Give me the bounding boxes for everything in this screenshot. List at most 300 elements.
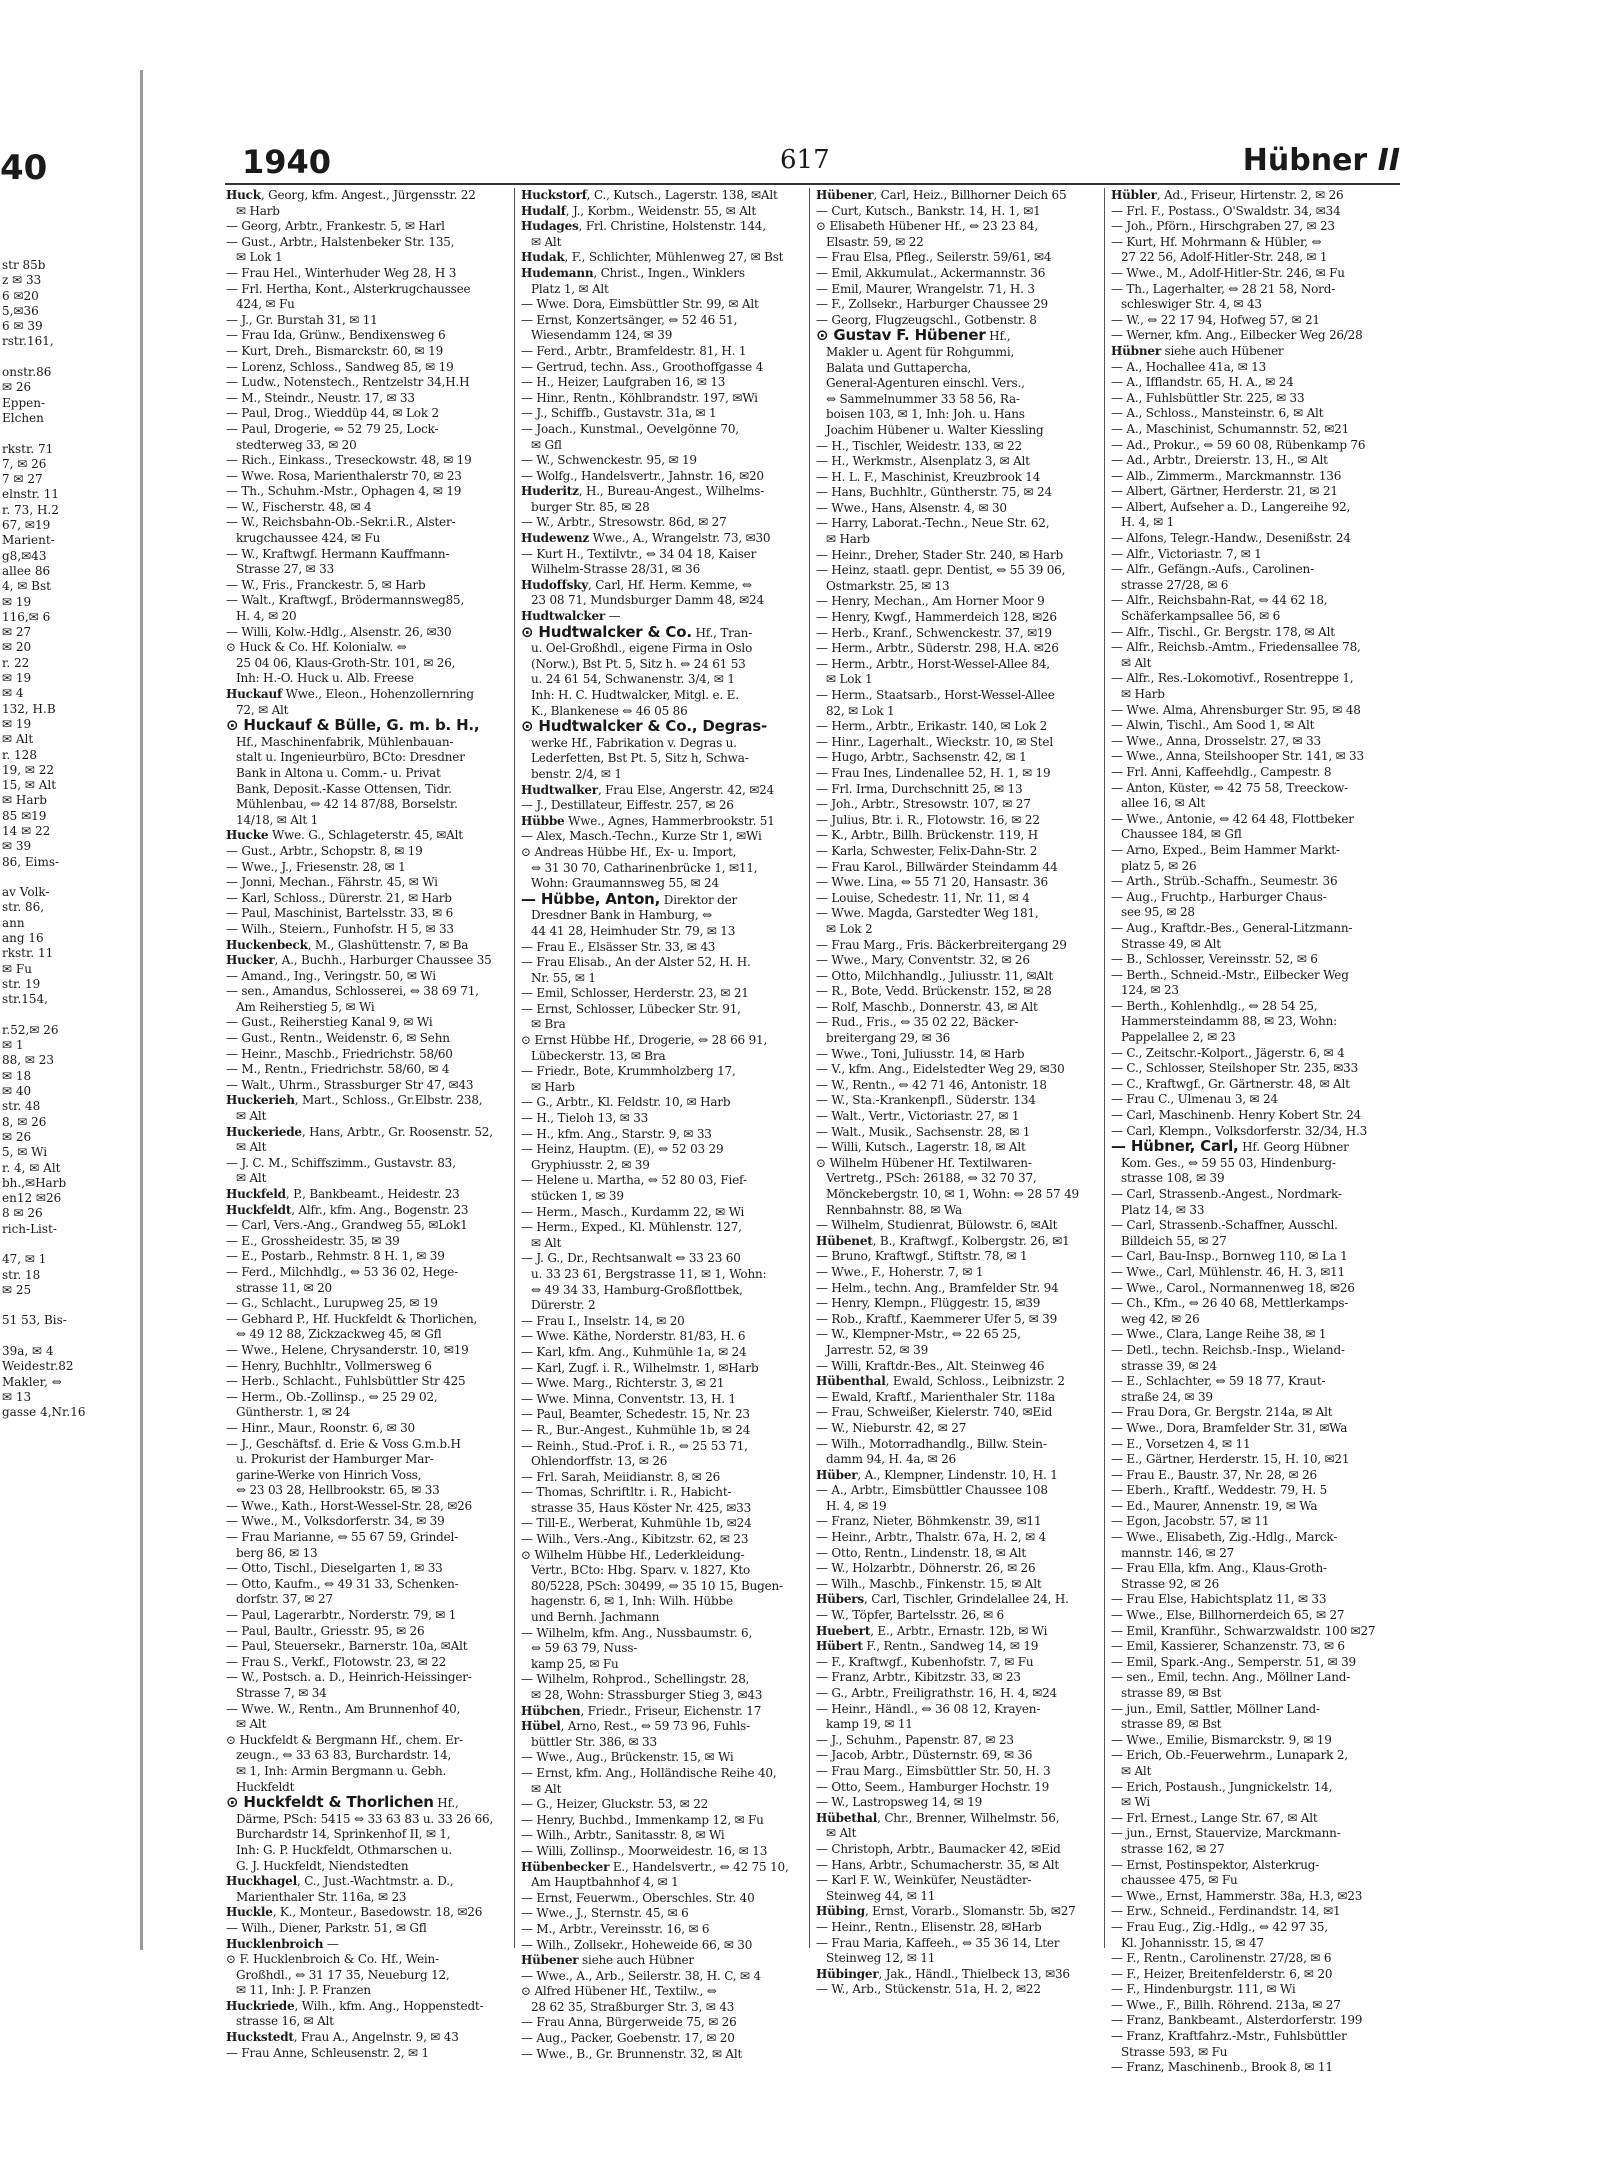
directory-entry: — Heinr., Arbtr., Thalstr. 67a, H. 2, ✉ 4 — [816, 1530, 1047, 1545]
directory-entry: ✉ Wi — [1121, 1795, 1151, 1810]
entry-surname: ⊙ Huckauf & Bülle, G. m. b. H., — [226, 716, 480, 735]
directory-entry: Platz 1, ✉ Alt — [531, 281, 609, 296]
directory-entry: breitergang 29, ✉ 36 — [826, 1031, 951, 1046]
directory-entry: — W., ⇔ 22 17 94, Hofweg 57, ✉ 21 — [1111, 312, 1320, 327]
entry-surname: — Hübbe, Anton, — [521, 889, 661, 908]
directory-entry: ✉ Alt — [531, 1235, 562, 1250]
directory-entry: ✉ Alt — [1121, 1763, 1152, 1778]
entry-surname: Hucke — [226, 828, 269, 843]
directory-entry: Steinweg 44, ✉ 11 — [826, 1888, 936, 1903]
previous-page-line: onstr.86 — [2, 365, 52, 380]
directory-entry: — F., Heizer, Breitenfelderstr. 6, ✉ 20 — [1111, 1966, 1333, 1981]
directory-entry: — Frau S., Verkf., Flotowstr. 23, ✉ 22 — [226, 1654, 447, 1669]
previous-page-line: 5,✉36 — [2, 303, 39, 318]
directory-entry: — Herm., Arbtr., Süderstr. 298, H.A. ✉26 — [816, 641, 1059, 656]
directory-entry: — W., Holzarbtr., Döhnerstr. 26, ✉ 26 — [816, 1561, 1036, 1576]
directory-entry: Hübbe Wwe., Agnes, Hammerbrookstr. 51 — [521, 813, 775, 828]
directory-entry: kamp 19, ✉ 11 — [826, 1717, 913, 1732]
directory-entry: boisen 103, ✉ 1, Inh: Joh. u. Hans — [826, 407, 1025, 422]
directory-entry: H. 4, ✉ 19 — [826, 1498, 887, 1513]
directory-entry: straße 24, ✉ 39 — [1121, 1389, 1213, 1404]
directory-entry: Huckauf Wwe., Eleon., Hohenzollernring — [226, 687, 474, 701]
directory-entry: Wiesendamm 124, ✉ 39 — [531, 328, 673, 343]
directory-entry: Gryphiusstr. 2, ✉ 39 — [531, 1157, 650, 1172]
directory-entry: — Eberh., Kraftf., Weddestr. 79, H. 5 — [1111, 1483, 1328, 1498]
directory-entry: — A., Maschinist, Schumannstr. 52, ✉21 — [1111, 421, 1350, 436]
directory-entry: ⊙ Ernst Hübbe Hf., Drogerie, ⇔ 28 66 91, — [521, 1033, 768, 1048]
directory-entry: — Karl, kfm. Ang., Kuhmühle 1a, ✉ 24 — [521, 1344, 747, 1359]
directory-entry: — Karla, Schwester, Felix-Dahn-Str. 2 — [816, 843, 1038, 858]
previous-page-line: gasse 4,Nr.16 — [2, 1405, 86, 1420]
directory-entry: — Rich., Einkass., Treseckowstr. 48, ✉ 19 — [226, 453, 472, 468]
directory-entry: strasse 89, ✉ Bst — [1121, 1686, 1222, 1700]
directory-entry: damm 94, H. 4a, ✉ 26 — [826, 1452, 956, 1467]
directory-entry: — Frl. Anni, Kaffeehdlg., Campestr. 8 — [1111, 764, 1332, 779]
directory-entry: — Louise, Schedestr. 11, Nr. 11, ✉ 4 — [816, 890, 1030, 905]
previous-page-line: 88, ✉ 23 — [2, 1053, 55, 1068]
entry-surname: Huckauf — [226, 687, 282, 701]
directory-entry: Huckhagel, C., Just.-Wachtmstr. a. D., — [226, 1874, 454, 1889]
previous-page-line: 7, ✉ 26 — [2, 456, 47, 471]
entry-surname: Hudoffsky — [521, 577, 589, 592]
previous-page-line: r. 128 — [2, 747, 37, 762]
entry-surname: Huderitz — [521, 484, 579, 499]
directory-entry: — Walt., Kraftwgf., Brödermannsweg85, — [226, 593, 465, 608]
entry-surname: Huckenbeck — [226, 937, 308, 952]
directory-entry — [226, 718, 508, 735]
directory-entry: — Otto, Seem., Hamburger Hochstr. 19 — [816, 1779, 1050, 1794]
directory-entry: — Heinz, Hauptm. (E), ⇔ 52 03 29 — [521, 1142, 724, 1157]
directory-entry: — Alfr., Gefängn.-Aufs., Carolinen- — [1111, 562, 1314, 577]
directory-entry: 14/18, ✉ Alt 1 — [236, 812, 319, 827]
directory-entry: — Ewald, Kraftf., Marienthaler Str. 118a — [816, 1389, 1055, 1404]
previous-page-heading: 40 — [0, 148, 48, 188]
directory-entry: — W., Schwenckestr. 95, ✉ 19 — [521, 453, 697, 468]
directory-entry: ✉ Bra — [531, 1017, 566, 1032]
directory-column-3 — [810, 188, 1105, 1997]
directory-entry: General-Agenturen einschl. Vers., — [826, 376, 1025, 391]
directory-entry: ⊙ Gustav F. Hübener Hf., — [816, 326, 1011, 345]
directory-entry: — Ludw., Notenstech., Rentzelstr 34,H.H — [226, 375, 470, 390]
directory-entry: — W., Reichsbahn-Ob.-Sekr.i.R., Alster- — [226, 515, 456, 530]
previous-page-line: allee 86 — [2, 563, 51, 578]
directory-entry: — Ad., Arbtr., Dreierstr. 13, H., ✉ Alt — [1111, 453, 1328, 468]
directory-entry: — Franz, Kraftfahrz.-Mstr., Fuhlsbüttler — [1111, 2029, 1347, 2044]
directory-entry: — Carl, Strassenb.-Schaffner, Ausschl. — [1111, 1218, 1338, 1233]
directory-entry: — Herm., Masch., Kurdamm 22, ✉ Wi — [521, 1204, 745, 1219]
directory-entry: und Bernh. Jachmann — [531, 1610, 660, 1625]
directory-entry: Strasse 7, ✉ 34 — [236, 1686, 327, 1700]
directory-entry: Hudtwalker, Frau Else, Angerstr. 42, ✉24 — [521, 782, 774, 797]
entry-surname: ⊙ Hudtwalcker & Co. — [521, 622, 692, 641]
directory-entry: — W., Kraftwgf. Hermann Kauffmann- — [226, 546, 450, 561]
entry-surname: Huck — [226, 188, 261, 202]
directory-entry: Großhdl., ⇔ 31 17 35, Neueburg 12, — [236, 1967, 450, 1982]
directory-entry: — R., Bote, Vedd. Brückenstr. 152, ✉ 28 — [816, 984, 1052, 999]
directory-entry: — Paul, Steuersekr., Barnerstr. 10a, ✉Alt — [226, 1639, 468, 1654]
entry-surname: Hübener — [816, 188, 874, 202]
directory-entry: Chaussee 184, ✉ Gfl — [1121, 827, 1242, 842]
directory-entry: — A., Schloss., Mansteinstr. 6, ✉ Alt — [1111, 406, 1324, 421]
directory-entry: — Otto, Milchhandlg., Juliusstr. 11, ✉Alt — [816, 968, 1054, 983]
directory-entry: Hucker, A., Buchh., Harburger Chaussee 35 — [226, 953, 492, 968]
directory-entry: — sen., Amandus, Schlosserei, ⇔ 38 69 71, — [226, 984, 479, 999]
directory-entry: u. 24 61 54, Schwanenstr. 3/4, ✉ 1 — [531, 672, 735, 687]
directory-entry: — Wwe., Ernst, Hammerstr. 38a, H.3, ✉23 — [1111, 1888, 1363, 1903]
directory-entry: — Helm., techn. Ang., Bramfelder Str. 94 — [816, 1280, 1059, 1295]
directory-entry: strasse 39, ✉ 24 — [1121, 1358, 1217, 1373]
directory-entry: — Karl, Zugf. i. R., Wilhelmstr. 1, ✉Harb — [521, 1360, 759, 1375]
directory-entry: Lübeckerstr. 13, ✉ Bra — [531, 1048, 666, 1063]
directory-entry: ✉ Harb — [236, 203, 280, 218]
directory-entry: — Rob., Kraftf., Kaemmerer Ufer 5, ✉ 39 — [816, 1311, 1058, 1326]
directory-entry: — Paul, Baultr., Griesstr. 95, ✉ 26 — [226, 1623, 425, 1638]
directory-entry: — Herm., Ob.-Zollinsp., ⇔ 25 29 02, — [226, 1389, 438, 1404]
directory-entry: — Rud., Fris., ⇔ 35 02 22, Bäcker- — [816, 1015, 1019, 1030]
directory-entry: — Harry, Laborat.-Techn., Neue Str. 62, — [816, 516, 1050, 531]
directory-entry: — Carl, Strassenb.-Angest., Nordmark- — [1111, 1187, 1342, 1201]
entry-surname: Hübner — [1111, 343, 1161, 358]
directory-entry: — Georg, Flugzeugschl., Gotbenstr. 8 — [816, 312, 1037, 327]
directory-entry: — Herm., Arbtr., Horst-Wessel-Allee 84, — [816, 656, 1050, 671]
directory-entry: — Frau, Schweißer, Kielerstr. 740, ✉Eid — [816, 1405, 1053, 1420]
previous-page-line: 14 ✉ 22 — [2, 823, 51, 838]
directory-entry: — H., Werkmstr., Alsenplatz 3, ✉ Alt — [816, 454, 1030, 469]
directory-entry: Marienthaler Str. 116a, ✉ 23 — [236, 1889, 407, 1904]
keyword-suffix: II — [1377, 143, 1400, 178]
previous-page-line — [2, 350, 138, 365]
directory-entry: — J., Schuhm., Papenstr. 87, ✉ 23 — [816, 1732, 1014, 1747]
directory-entry: — Frau Marg., Eimsbüttler Str. 50, H. 3 — [816, 1763, 1051, 1778]
directory-entry: — Wwe., Kath., Horst-Wessel-Str. 28, ✉26 — [226, 1498, 472, 1513]
directory-entry: — Franz, Bankbeamt., Alsterdorferstr. 199 — [1111, 2013, 1363, 2028]
previous-page-line: 7 ✉ 27 — [2, 472, 43, 487]
directory-entry: — Frau E., Baustr. 37, Nr. 28, ✉ 26 — [1111, 1467, 1317, 1482]
directory-entry: — Herm., Exped., Kl. Mühlenstr. 127, — [521, 1220, 742, 1235]
previous-page-line: 19, ✉ 22 — [2, 762, 55, 777]
previous-page-line: elnstr. 11 — [2, 487, 59, 502]
directory-entry: 424, ✉ Fu — [236, 297, 295, 312]
directory-entry: — E., Schlachter, ⇔ 59 18 77, Kraut- — [1111, 1374, 1326, 1389]
previous-page-line — [2, 426, 138, 441]
directory-entry: Hübener siehe auch Hübner — [521, 1953, 694, 1968]
directory-entry: — Ferd., Arbtr., Bramfeldestr. 81, H. 1 — [521, 343, 747, 358]
directory-entry: — Ch., Kfm., ⇔ 26 40 68, Mettlerkamps- — [1111, 1296, 1349, 1311]
directory-entry: — Emil, Kranführ., Schwarzwaldstr. 100 ✉27 — [1111, 1623, 1376, 1638]
directory-entry: — Wwe., Hans, Alsenstr. 4, ✉ 30 — [816, 500, 1007, 515]
entry-surname: Hübchen — [521, 1703, 581, 1718]
directory-entry: — M., Steindr., Neustr. 17, ✉ 33 — [226, 390, 415, 405]
directory-entry: — Hans, Arbtr., Schumacherstr. 35, ✉ Alt — [816, 1857, 1060, 1872]
directory-entry: — Walt., Vertr., Victoriastr. 27, ✉ 1 — [816, 1109, 1020, 1124]
directory-entry: 82, ✉ Lok 1 — [826, 703, 895, 718]
directory-entry: — Friedr., Bote, Krummholzberg 17, — [521, 1064, 736, 1079]
directory-entry: — Wwe., Antonie, ⇔ 42 64 48, Flottbeker — [1111, 811, 1354, 826]
directory-entry: — Thomas, Schriftltr. i. R., Habicht- — [521, 1485, 732, 1500]
directory-entry: — Wwe. W., Rentn., Am Brunnenhof 40, — [226, 1701, 461, 1716]
directory-entry: Makler u. Agent für Rohgummi, — [826, 344, 1015, 359]
directory-entry: — W., Postsch. a. D., Heinrich-Heissinger- — [226, 1670, 472, 1685]
entry-surname: Huckstedt — [226, 2030, 294, 2045]
previous-page-line: Makler, ⇔ — [2, 1374, 62, 1389]
directory-entry: — C., Schlosser, Steilshoper Str. 235, ✉33 — [1111, 1061, 1359, 1076]
directory-entry: — Willi, Kutsch., Lagerstr. 18, ✉ Alt — [816, 1140, 1026, 1155]
previous-page-line — [2, 1008, 138, 1023]
previous-page-line: ang 16 — [2, 931, 44, 946]
directory-entry: stedterweg 33, ✉ 20 — [236, 437, 357, 452]
directory-entry: Pappelallee 2, ✉ 23 — [1121, 1030, 1236, 1045]
directory-entry: — K., Arbtr., Billh. Brückenstr. 119, H — [816, 828, 1039, 843]
directory-entry: — W., Arbtr., Stresowstr. 86d, ✉ 27 — [521, 515, 727, 530]
directory-entry: ⇔ 49 34 33, Hamburg-Großflottbek, — [531, 1282, 743, 1297]
directory-entry: mannstr. 146, ✉ 27 — [1121, 1545, 1235, 1560]
entry-surname: Huckstorf — [521, 188, 587, 202]
directory-entry: — Frau Karol., Billwärder Steindamm 44 — [816, 859, 1058, 874]
directory-entry: — Heinr., Rentn., Elisenstr. 28, ✉Harb — [816, 1919, 1042, 1934]
previous-page-line: ✉ 26 — [2, 1129, 32, 1144]
directory-entry: ✉ Alt — [236, 1717, 267, 1732]
directory-entry: allee 16, ✉ Alt — [1121, 796, 1205, 811]
directory-entry: Huckstorf, C., Kutsch., Lagerstr. 138, ✉Alt — [521, 188, 778, 202]
directory-entry: Hf., Maschinenfabrik, Mühlenbauan- — [236, 734, 454, 749]
directory-entry: — Carl, Maschinenb. Henry Kobert Str. 24 — [1111, 1108, 1362, 1123]
directory-entry: — Walt., Uhrm., Strassburger Str 47, ✉43 — [226, 1077, 474, 1092]
directory-entry: — Gertrud, techn. Ass., Groothoffgasse 4 — [521, 359, 764, 374]
directory-entry: — H., kfm. Ang., Starstr. 9, ✉ 33 — [521, 1126, 712, 1141]
directory-entry: — Willi, Kraftdr.-Bes., Alt. Steinweg 46 — [816, 1358, 1045, 1373]
directory-entry: stücken 1, ✉ 39 — [531, 1189, 624, 1203]
directory-entry: — Emil, Akkumulat., Ackermannstr. 36 — [816, 265, 1046, 280]
directory-entry: — Heinr., Dreher, Stader Str. 240, ✉ Harb — [816, 547, 1064, 562]
directory-entry: — Wwe., Carl, Mühlenstr. 46, H. 3, ✉11 — [1111, 1264, 1345, 1279]
directory-entry: kamp 25, ✉ Fu — [531, 1656, 619, 1671]
directory-entry: Huebert, E., Arbtr., Ernastr. 12b, ✉ Wi — [816, 1623, 1048, 1638]
previous-page-line: 6 ✉20 — [2, 288, 39, 303]
directory-entry: — H., Tieloh 13, ✉ 33 — [521, 1111, 649, 1126]
directory-entry: — E., Grossheidestr. 35, ✉ 39 — [226, 1233, 400, 1248]
directory-entry: 124, ✉ 23 — [1121, 983, 1179, 998]
directory-entry: Inh: G. P. Huckfeldt, Othmarschen u. — [236, 1842, 453, 1857]
directory-entry: — Ferd., Milchhdlg., ⇔ 53 36 02, Hege- — [226, 1264, 458, 1279]
directory-entry: strasse 108, ✉ 39 — [1121, 1171, 1225, 1186]
directory-entry: — Herb., Schlacht., Fuhlsbüttler Str 425 — [226, 1374, 466, 1389]
directory-entry: — Kurt, Hf. Mohrmann & Hübler, ⇔ — [1111, 234, 1322, 249]
directory-entry: — Gebhard P., Hf. Huckfeldt & Thorlichen, — [226, 1311, 478, 1326]
directory-entry: schleswiger Str. 4, ✉ 43 — [1121, 297, 1262, 312]
directory-entry: — Wwe. Alma, Ahrensburger Str. 95, ✉ 48 — [1111, 702, 1361, 717]
directory-entry: — M., Arbtr., Vereinsstr. 16, ✉ 6 — [521, 1921, 710, 1936]
directory-entry: — R., Bur.-Angest., Kuhmühle 1b, ✉ 24 — [521, 1422, 751, 1437]
directory-column-1 — [220, 188, 515, 2060]
directory-entry: — Henry, Klempn., Flüggestr. 15, ✉39 — [816, 1296, 1041, 1311]
entry-surname: Huckriede — [226, 1998, 295, 2013]
previous-page-line: ✉ 40 — [2, 1084, 32, 1099]
directory-entry: hagenstr. 6, ✉ 1, Inh: Wilh. Hübbe — [531, 1594, 733, 1609]
directory-entry: Hudewenz Wwe., A., Wrangelstr. 73, ✉30 — [521, 531, 771, 546]
directory-entry: — Wwe., Mary, Conventstr. 32, ✉ 26 — [816, 953, 1030, 968]
entry-surname: Hübenet — [816, 1233, 873, 1248]
directory-entry: — Emil, Spark.-Ang., Semperstr. 51, ✉ 39 — [1111, 1654, 1356, 1669]
entry-surname: Hübbe — [521, 813, 565, 828]
entry-surname: Hübethal — [816, 1810, 878, 1825]
directory-entry: — E., Vorsetzen 4, ✉ 11 — [1111, 1436, 1251, 1451]
previous-page-line: ✉ 1 — [2, 1038, 24, 1053]
directory-entry: — Alfr., Res.-Lokomotivf., Rosentreppe 1, — [1111, 671, 1354, 686]
directory-entry: — Albert, Gärtner, Herderstr. 21, ✉ 21 — [1111, 484, 1338, 499]
page-keyword — [1243, 143, 1400, 178]
directory-entry: — Emil, Schlosser, Herderstr. 23, ✉ 21 — [521, 986, 749, 1001]
directory-entry: Strasse 593, ✉ Fu — [1121, 2044, 1228, 2059]
directory-entry: — Wilhelm, kfm. Ang., Nussbaumstr. 6, — [521, 1625, 753, 1640]
directory-entry: — Wwe., J., Sternstr. 45, ✉ 6 — [521, 1906, 689, 1921]
previous-page-line: 39a, ✉ 4 — [2, 1344, 54, 1359]
directory-entry: — Walt., Musik., Sachsenstr. 28, ✉ 1 — [816, 1124, 1031, 1139]
directory-entry: Bank in Altona u. Comm.- u. Privat — [236, 765, 441, 780]
directory-entry: Hübenthal, Ewald, Schloss., Leibnizstr. 2 — [816, 1374, 1065, 1389]
directory-entry: Inh: H.-O. Huck u. Alb. Freese — [236, 671, 414, 686]
directory-entry: Hübener, Carl, Heiz., Billhorner Deich 65 — [816, 188, 1067, 202]
directory-entry: weg 42, ✉ 26 — [1121, 1311, 1200, 1326]
directory-entry: strasse 27/28, ✉ 6 — [1121, 577, 1229, 592]
previous-page-line: en12 ✉26 — [2, 1191, 62, 1206]
directory-entry: — A., Fuhlsbüttler Str. 225, ✉ 33 — [1111, 390, 1305, 405]
entry-surname: ⊙ Hudtwalcker & Co., Degras- — [521, 717, 767, 736]
directory-entry: — Frl. Sarah, Meiidianstr. 8, ✉ 26 — [521, 1469, 721, 1484]
previous-page-line: av Volk- — [2, 885, 50, 900]
entry-surname: Huckle — [226, 1905, 273, 1920]
previous-page-line: r.52,✉ 26 — [2, 1022, 59, 1037]
directory-entry: — jun., Ernst, Stauervize, Marckmann- — [1111, 1826, 1341, 1841]
directory-entry: — Wwe. Marg., Richterstr. 3, ✉ 21 — [521, 1376, 725, 1391]
previous-page-line: 15, ✉ Alt — [2, 778, 57, 793]
directory-entry: ✉ Alt — [1121, 655, 1152, 670]
entry-surname: ⊙ Gustav F. Hübener — [816, 326, 986, 345]
directory-entry — [521, 719, 803, 736]
directory-entry: — Alex, Masch.-Techn., Kurze Str 1, ✉Wi — [521, 829, 762, 844]
directory-entry: — B., Schlosser, Vereinsstr. 52, ✉ 6 — [1111, 952, 1318, 967]
previous-page-line: rkstr. 71 — [2, 441, 54, 456]
directory-entry: Hudoffsky, Carl, Hf. Herm. Kemme, ⇔ — [521, 577, 752, 592]
directory-entry: — W., Klempner-Mstr., ⇔ 22 65 25, — [816, 1327, 1021, 1342]
directory-entry: — Berth., Kohlenhdlg., ⇔ 28 54 25, — [1111, 998, 1318, 1013]
directory-entry: Lederfetten, Bst Pt. 5, Sitz h, Schwa- — [531, 751, 749, 766]
directory-entry: ✉ 11, Inh: J. P. Franzen — [236, 1983, 371, 1998]
directory-entry: — E., Postarb., Rehmstr. 8 H. 1, ✉ 39 — [226, 1249, 445, 1264]
directory-entry: Huckeriede, Hans, Arbtr., Gr. Roosenstr. 52, — [226, 1124, 493, 1139]
directory-entry: — Frl. Hertha, Kont., Alsterkrugchaussee — [226, 281, 471, 296]
directory-entry: ⊙ Huckfeldt & Bergmann Hf., chem. Er- — [226, 1732, 464, 1747]
directory-entry: — F., Hindenburgstr. 111, ✉ Wi — [1111, 1982, 1296, 1997]
directory-entry: Huderitz, H., Bureau-Angest., Wilhelms- — [521, 484, 765, 499]
directory-entry: — Ernst, Feuerwm., Oberschles. Str. 40 — [521, 1890, 755, 1905]
directory-entry: — J. G., Dr., Rechtsanwalt ⇔ 33 23 60 — [521, 1251, 741, 1266]
directory-entry: — Erich, Ob.-Feuerwehrm., Lunapark 2, — [1111, 1748, 1348, 1763]
directory-entry: — Frau Maria, Kaffeeh., ⇔ 35 36 14, Lter — [816, 1935, 1060, 1950]
directory-entry: — Carl, Klempn., Volksdorferstr. 32/34, H.3 — [1111, 1123, 1368, 1138]
previous-page-line — [2, 1329, 138, 1344]
page-header — [220, 135, 1400, 185]
directory-entry: 80/5228, PSch: 30499, ⇔ 35 10 15, Bugen- — [531, 1578, 783, 1593]
previous-page-line: 6 ✉ 39 — [2, 319, 43, 334]
entry-surname: Hucklenbroich — [226, 1936, 324, 1951]
directory-entry: Hübing, Ernst, Vorarb., Slomanstr. 5b, ✉27 — [816, 1904, 1076, 1919]
directory-entry: Hüber, A., Klempner, Lindenstr. 10, H. 1 — [816, 1467, 1058, 1482]
previous-page-line: ✉ 19 — [2, 716, 32, 731]
directory-entry: — Otto, Kaufm., ⇔ 49 31 33, Schenken- — [226, 1576, 459, 1591]
directory-entry: — Wwe., F., Billh. Röhrend. 213a, ✉ 27 — [1111, 1997, 1341, 2012]
previous-page-line: g8,✉43 — [2, 548, 47, 563]
directory-entry: ⊙ F. Hucklenbroich & Co. Hf., Wein- — [226, 1952, 439, 1967]
directory-entry: — Henry, Mechan., Am Horner Moor 9 — [816, 594, 1045, 609]
directory-entry: krugchaussee 424, ✉ Fu — [236, 531, 381, 546]
directory-entry: — Hübbe, Anton, Direktor der — [521, 889, 738, 908]
directory-entry: ⇔ 59 63 79, Nuss- — [531, 1641, 638, 1656]
directory-entry: Hübers, Carl, Tischler, Grindelallee 24, H. — [816, 1592, 1069, 1607]
directory-entry: — Otto, Tischl., Dieselgarten 1, ✉ 33 — [226, 1561, 443, 1576]
previous-page-line: 8 ✉ 26 — [2, 1206, 43, 1221]
directory-entry: strasse 162, ✉ 27 — [1121, 1841, 1225, 1856]
previous-page-line: ✉ 20 — [2, 640, 32, 655]
previous-page-line: 67, ✉19 — [2, 518, 51, 533]
directory-entry: G. J. Huckfeldt, Niendstedten — [236, 1858, 409, 1873]
directory-entry: Jarrestr. 52, ✉ 39 — [826, 1342, 929, 1357]
directory-entry: — Th., Schuhm.-Mstr., Ophagen 4, ✉ 19 — [226, 484, 462, 499]
directory-entry: ✉ Lok 1 — [826, 672, 873, 687]
directory-entry: — Kurt, Dreh., Bismarckstr. 60, ✉ 19 — [226, 343, 444, 358]
directory-entry: Platz 14, ✉ 33 — [1121, 1202, 1205, 1217]
previous-page-line: z ✉ 33 — [2, 273, 42, 288]
directory-entry: — Frau C., Ulmenau 3, ✉ 24 — [1111, 1092, 1278, 1107]
previous-page-line: ✉ 25 — [2, 1282, 32, 1297]
directory-entry: stalt u. Ingenieurbüro, BCto: Dresdner — [236, 750, 465, 765]
directory-entry: Hübner siehe auch Hübener — [1111, 343, 1284, 358]
directory-entry: — Wilh., Vers.-Ang., Kibitzstr. 62, ✉ 23 — [521, 1532, 749, 1547]
previous-page-strip — [0, 70, 143, 1950]
directory-entry: — W., Lastropsweg 14, ✉ 19 — [816, 1795, 983, 1810]
previous-page-line: str. 48 — [2, 1099, 41, 1114]
directory-entry: — Emil, Maurer, Wrangelstr. 71, H. 3 — [816, 281, 1035, 296]
directory-entry: — Wwe., Toni, Juliusstr. 14, ✉ Harb — [816, 1046, 1025, 1061]
directory-entry: ✉ Alt — [531, 234, 562, 249]
directory-entry: — Hübner, Carl, Hf. Georg Hübner — [1111, 1137, 1349, 1156]
directory-entry: — C., Kraftwgf., Gr. Gärtnerstr. 48, ✉ Alt — [1111, 1076, 1350, 1091]
directory-entry: Hübethal, Chr., Brenner, Wilhelmstr. 56, — [816, 1810, 1060, 1825]
page-number: 617 — [780, 145, 830, 175]
directory-entry: ⇔ 31 30 70, Catharinenbrücke 1, ✉11, — [531, 860, 758, 875]
directory-entry: — Willi, Kolw.-Hdlg., Alsenstr. 26, ✉30 — [226, 624, 452, 639]
directory-entry: — F., Zollsekr., Harburger Chaussee 29 — [816, 297, 1048, 312]
directory-entry: Huckstedt, Frau A., Angelnstr. 9, ✉ 43 — [226, 2030, 459, 2045]
previous-page-line — [2, 1298, 138, 1313]
directory-entry: Wohn: Graumannsweg 55, ✉ 24 — [531, 876, 719, 891]
directory-entry: — Ernst, Postinspektor, Alsterkrug- — [1111, 1857, 1320, 1872]
directory-entry: Balata und Guttapercha, — [826, 360, 972, 375]
directory-entry: ✉ 1, Inh: Armin Bergmann u. Gebh. — [236, 1763, 447, 1778]
directory-entry: Hübchen, Friedr., Friseur, Eichenstr. 17 — [521, 1703, 762, 1718]
directory-entry: Güntherstr. 1, ✉ 24 — [236, 1405, 351, 1420]
previous-page-line: 5, ✉ Wi — [2, 1145, 48, 1160]
directory-entry: Strasse 27, ✉ 33 — [236, 562, 335, 577]
directory-entry: — Henry, Kwgf., Hammerdeich 128, ✉26 — [816, 610, 1057, 625]
directory-entry: — G., Heizer, Gluckstr. 53, ✉ 22 — [521, 1797, 709, 1812]
directory-entry: — Frau E., Elsässer Str. 33, ✉ 43 — [521, 939, 716, 954]
directory-entry: — Lorenz, Schloss., Sandweg 85, ✉ 19 — [226, 359, 454, 374]
previous-page-line: 4, ✉ Bst — [2, 579, 51, 594]
directory-entry: — Frau I., Inselstr. 14, ✉ 20 — [521, 1313, 685, 1328]
directory-entry: H. 4, ✉ 1 — [1121, 515, 1175, 530]
directory-entry: — jun., Emil, Sattler, Möllner Land- — [1111, 1701, 1320, 1716]
directory-entry: — Julius, Btr. i. R., Flotowstr. 16, ✉ 22 — [816, 812, 1040, 827]
